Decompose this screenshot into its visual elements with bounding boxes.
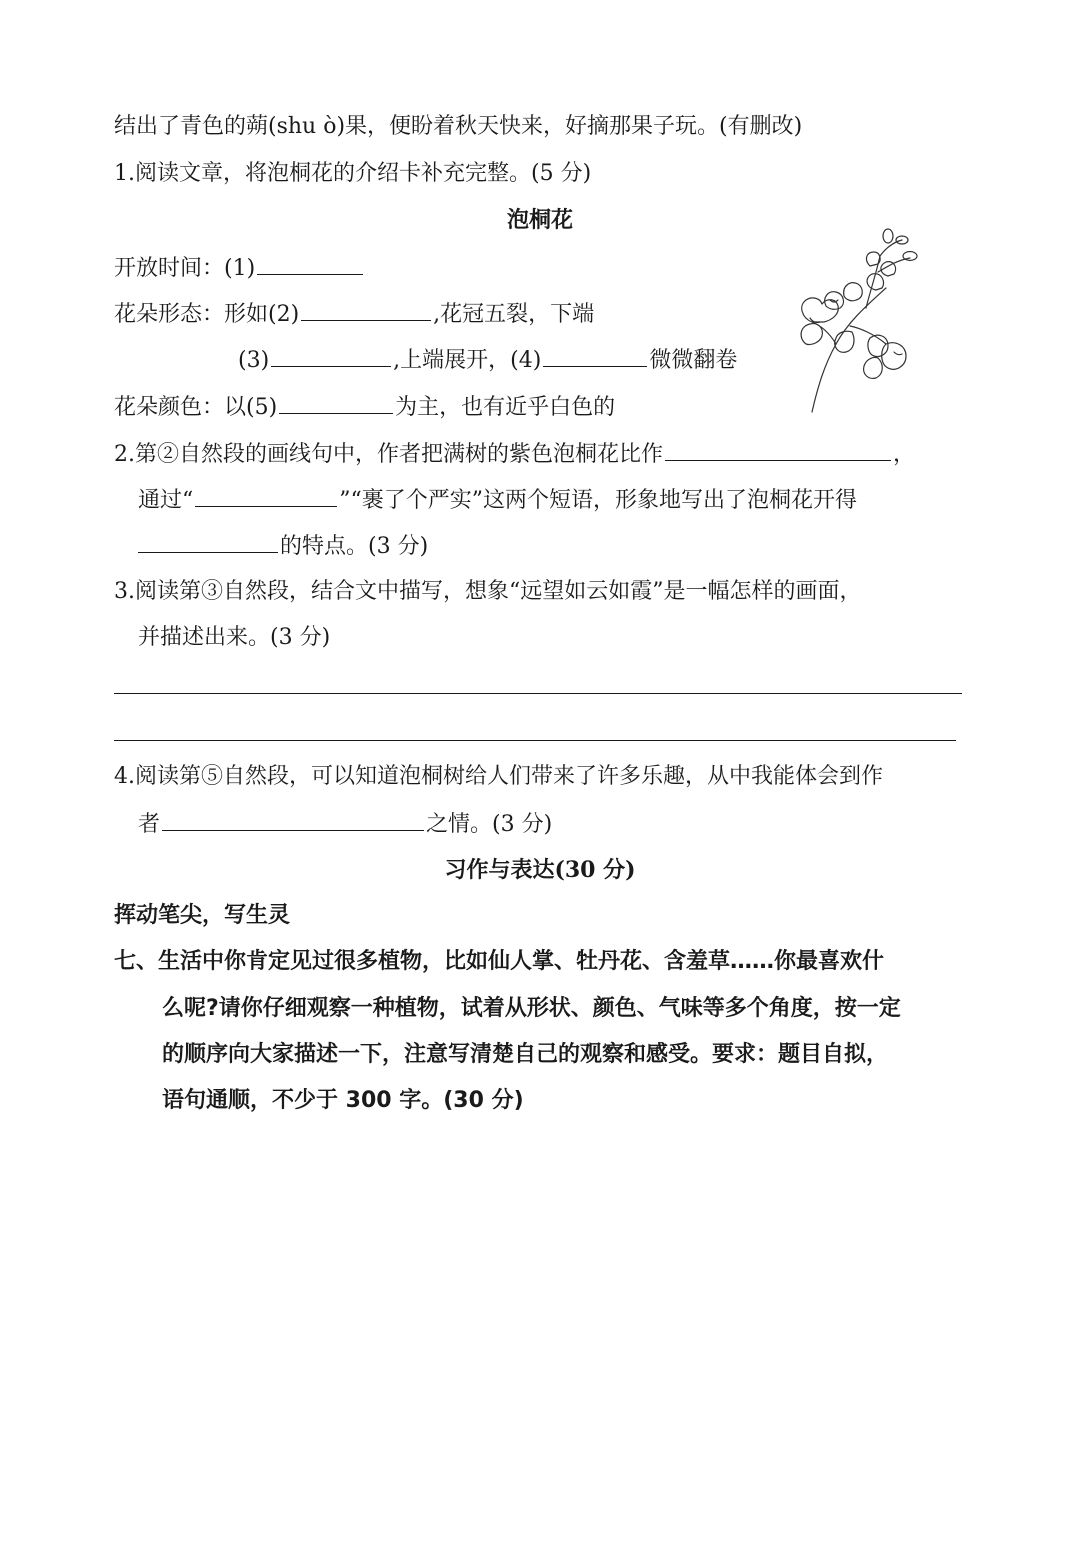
blank-2[interactable] [301, 298, 431, 321]
answer-line-2[interactable] [114, 740, 956, 741]
q2-text: 2.第②自然段的画线句中，作者把满树的紫色泡桐花比作 [114, 442, 663, 467]
blank-q2-b[interactable] [195, 484, 337, 507]
q2-line2 [138, 484, 857, 514]
blank-q2-a[interactable] [665, 438, 891, 461]
blank-q2-c[interactable] [138, 530, 278, 553]
color-after: 为主，也有近乎白色的 [395, 395, 616, 420]
section-title: 习作与表达(30 分) [444, 857, 636, 883]
q4-line2-end: 之情。(3 分) [426, 812, 553, 837]
q2-line1 [114, 438, 915, 468]
blank-1[interactable] [257, 252, 363, 275]
open-time-row [114, 252, 365, 282]
intro-line: 结出了青色的蒴(shu ò)果，便盼着秋天快来，好摘那果子玩。(有删改) [114, 114, 803, 139]
shape-label: 花朵形态：形如(2) [114, 302, 300, 327]
blank-3[interactable] [271, 344, 391, 367]
blank-q4[interactable] [162, 808, 424, 831]
q7-line2: 么呢?请你仔细观察一种植物，试着从形状、颜色、气味等多个角度，按一定 [162, 996, 901, 1021]
q2-line2-start: 通过“ [138, 488, 194, 513]
open-time-label: 开放时间：(1) [114, 256, 256, 281]
shape-row-2 [238, 344, 737, 374]
q3-line2: 并描述出来。(3 分) [138, 625, 331, 650]
q4-line1: 4.阅读第⑤自然段，可以知道泡桐树给人们带来了许多乐趣，从中我能体会到作 [114, 764, 883, 789]
q2-line3 [138, 530, 428, 560]
slot3-label: (3) [238, 348, 270, 373]
blank-5[interactable] [279, 391, 393, 414]
q7-line4: 语句通顺，不少于 300 字。(30 分) [162, 1088, 524, 1113]
color-label: 花朵颜色：以(5) [114, 395, 278, 420]
q2-line2-end: ”“裹了个严实”这两个短语，形象地写出了泡桐花开得 [339, 488, 857, 513]
shape-row [114, 298, 594, 328]
q4-line2 [138, 808, 552, 838]
q2-comma: ， [893, 442, 916, 467]
q2-line3-end: 的特点。(3 分) [280, 534, 429, 559]
q7-line1: 七、生活中你肯定见过很多植物，比如仙人掌、牡丹花、含羞草……你最喜欢什 [114, 949, 885, 974]
q3-line1: 3.阅读第③自然段，结合文中描写，想象“远望如云如霞”是一幅怎样的画面， [114, 579, 862, 604]
slot3-after: ,上端展开，(4) [393, 348, 542, 373]
blank-4[interactable] [543, 344, 647, 367]
card-title: 泡桐花 [506, 207, 573, 233]
section-subtitle: 挥动笔尖，写生灵 [114, 903, 291, 928]
answer-line-1[interactable] [114, 693, 962, 694]
paulownia-flower-illustration [790, 226, 920, 416]
color-row [114, 391, 615, 421]
q4-line2-start: 者 [138, 812, 161, 837]
slot4-after: 微微翻卷 [649, 348, 738, 373]
q7-line3: 的顺序向大家描述一下，注意写清楚自己的观察和感受。要求：题目自拟， [162, 1042, 889, 1067]
q1-prompt: 1.阅读文章，将泡桐花的介绍卡补充完整。(5 分) [114, 161, 592, 186]
shape-mid: ,花冠五裂，下端 [433, 302, 595, 327]
